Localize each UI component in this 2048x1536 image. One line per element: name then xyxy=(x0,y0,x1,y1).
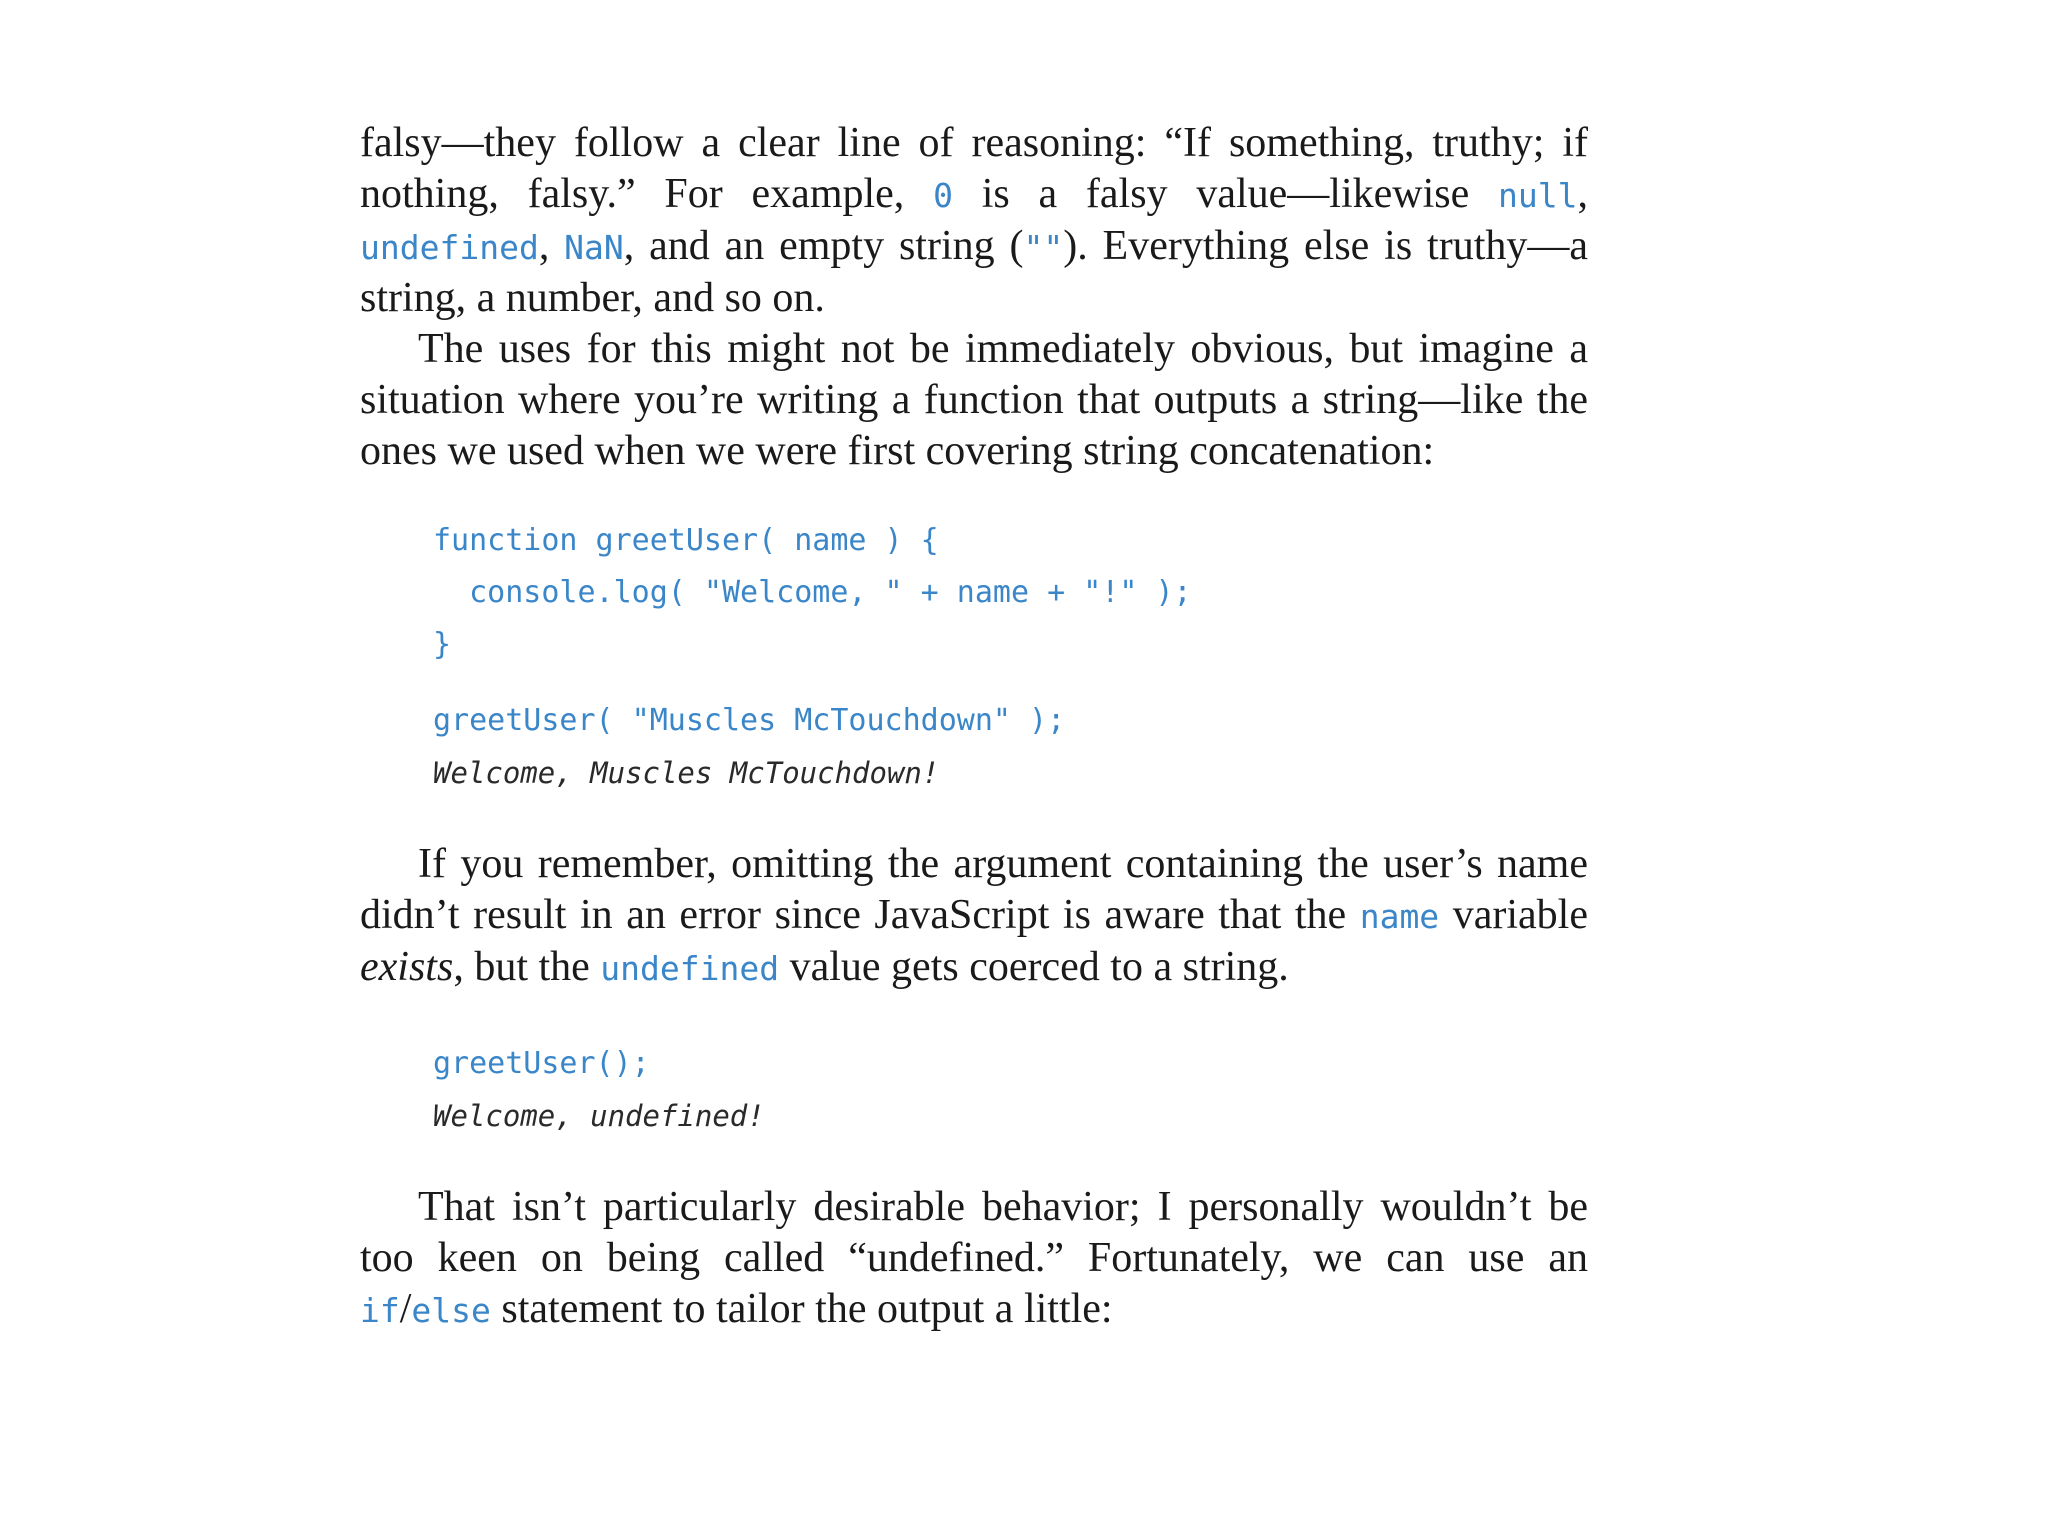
code-line: greetUser(); xyxy=(433,1046,650,1081)
code-output: Welcome, Muscles McTouchdown! xyxy=(433,756,940,790)
code-nan: NaN xyxy=(564,228,624,267)
book-page xyxy=(360,118,1588,1336)
code-line: greetUser( "Muscles McTouchdown" ); xyxy=(433,703,1066,738)
text: ). Everything else is truthy—a string, a number, and so on. xyxy=(360,223,1589,321)
code-null: null xyxy=(1498,176,1578,215)
code-undefined: undefined xyxy=(360,228,539,267)
code-block-empty-call xyxy=(433,1038,1588,1142)
text: falsy—they follow a clear line of reasoning: “If something, truthy; if nothing, falsy.” For example, xyxy=(360,120,1588,217)
code-line: } xyxy=(433,627,452,662)
text: If you remember, omitting the argument containing the user’s name didn’t result in an error since JavaScript is aware that the xyxy=(360,841,1588,938)
code-zero: 0 xyxy=(933,176,953,215)
text: value gets coerced to a string. xyxy=(779,944,1289,990)
code-block-function xyxy=(433,515,1588,671)
text: is a falsy value—likewise xyxy=(952,171,1499,217)
emphasis: exists xyxy=(360,944,454,990)
code-name: name xyxy=(1359,897,1440,936)
text: , xyxy=(1577,171,1588,217)
text: That isn’t particularly desirable behavior; I personally wouldn’t be too keen on being called “undefined.” Fortunately, we can use an xyxy=(360,1184,1588,1281)
code-else: else xyxy=(411,1291,491,1330)
code-block-call xyxy=(433,695,1588,799)
code-line: function greetUser( name ) { xyxy=(433,523,939,558)
text: / xyxy=(399,1286,412,1332)
text: , but the xyxy=(453,944,601,990)
code-undefined: undefined xyxy=(600,949,780,988)
code-empty-string: "" xyxy=(1023,228,1064,267)
text: statement to tailor the output a little: xyxy=(490,1286,1113,1332)
code-output: Welcome, undefined! xyxy=(433,1099,765,1133)
code-if: if xyxy=(360,1291,400,1330)
text: , xyxy=(538,223,565,269)
paragraph-remember xyxy=(360,839,1588,994)
paragraph-desirable xyxy=(360,1182,1588,1336)
text: variable xyxy=(1439,892,1588,938)
text: , and an empty string ( xyxy=(623,223,1024,269)
code-line: console.log( "Welcome, " + name + "!" ); xyxy=(433,575,1192,610)
paragraph-falsy xyxy=(360,118,1588,324)
paragraph-uses: The uses for this might not be immediately obvious, but imagine a situation where you’re writing a function that outputs a string—like the ones we used when we were first covering string concatenation: xyxy=(360,326,1588,474)
